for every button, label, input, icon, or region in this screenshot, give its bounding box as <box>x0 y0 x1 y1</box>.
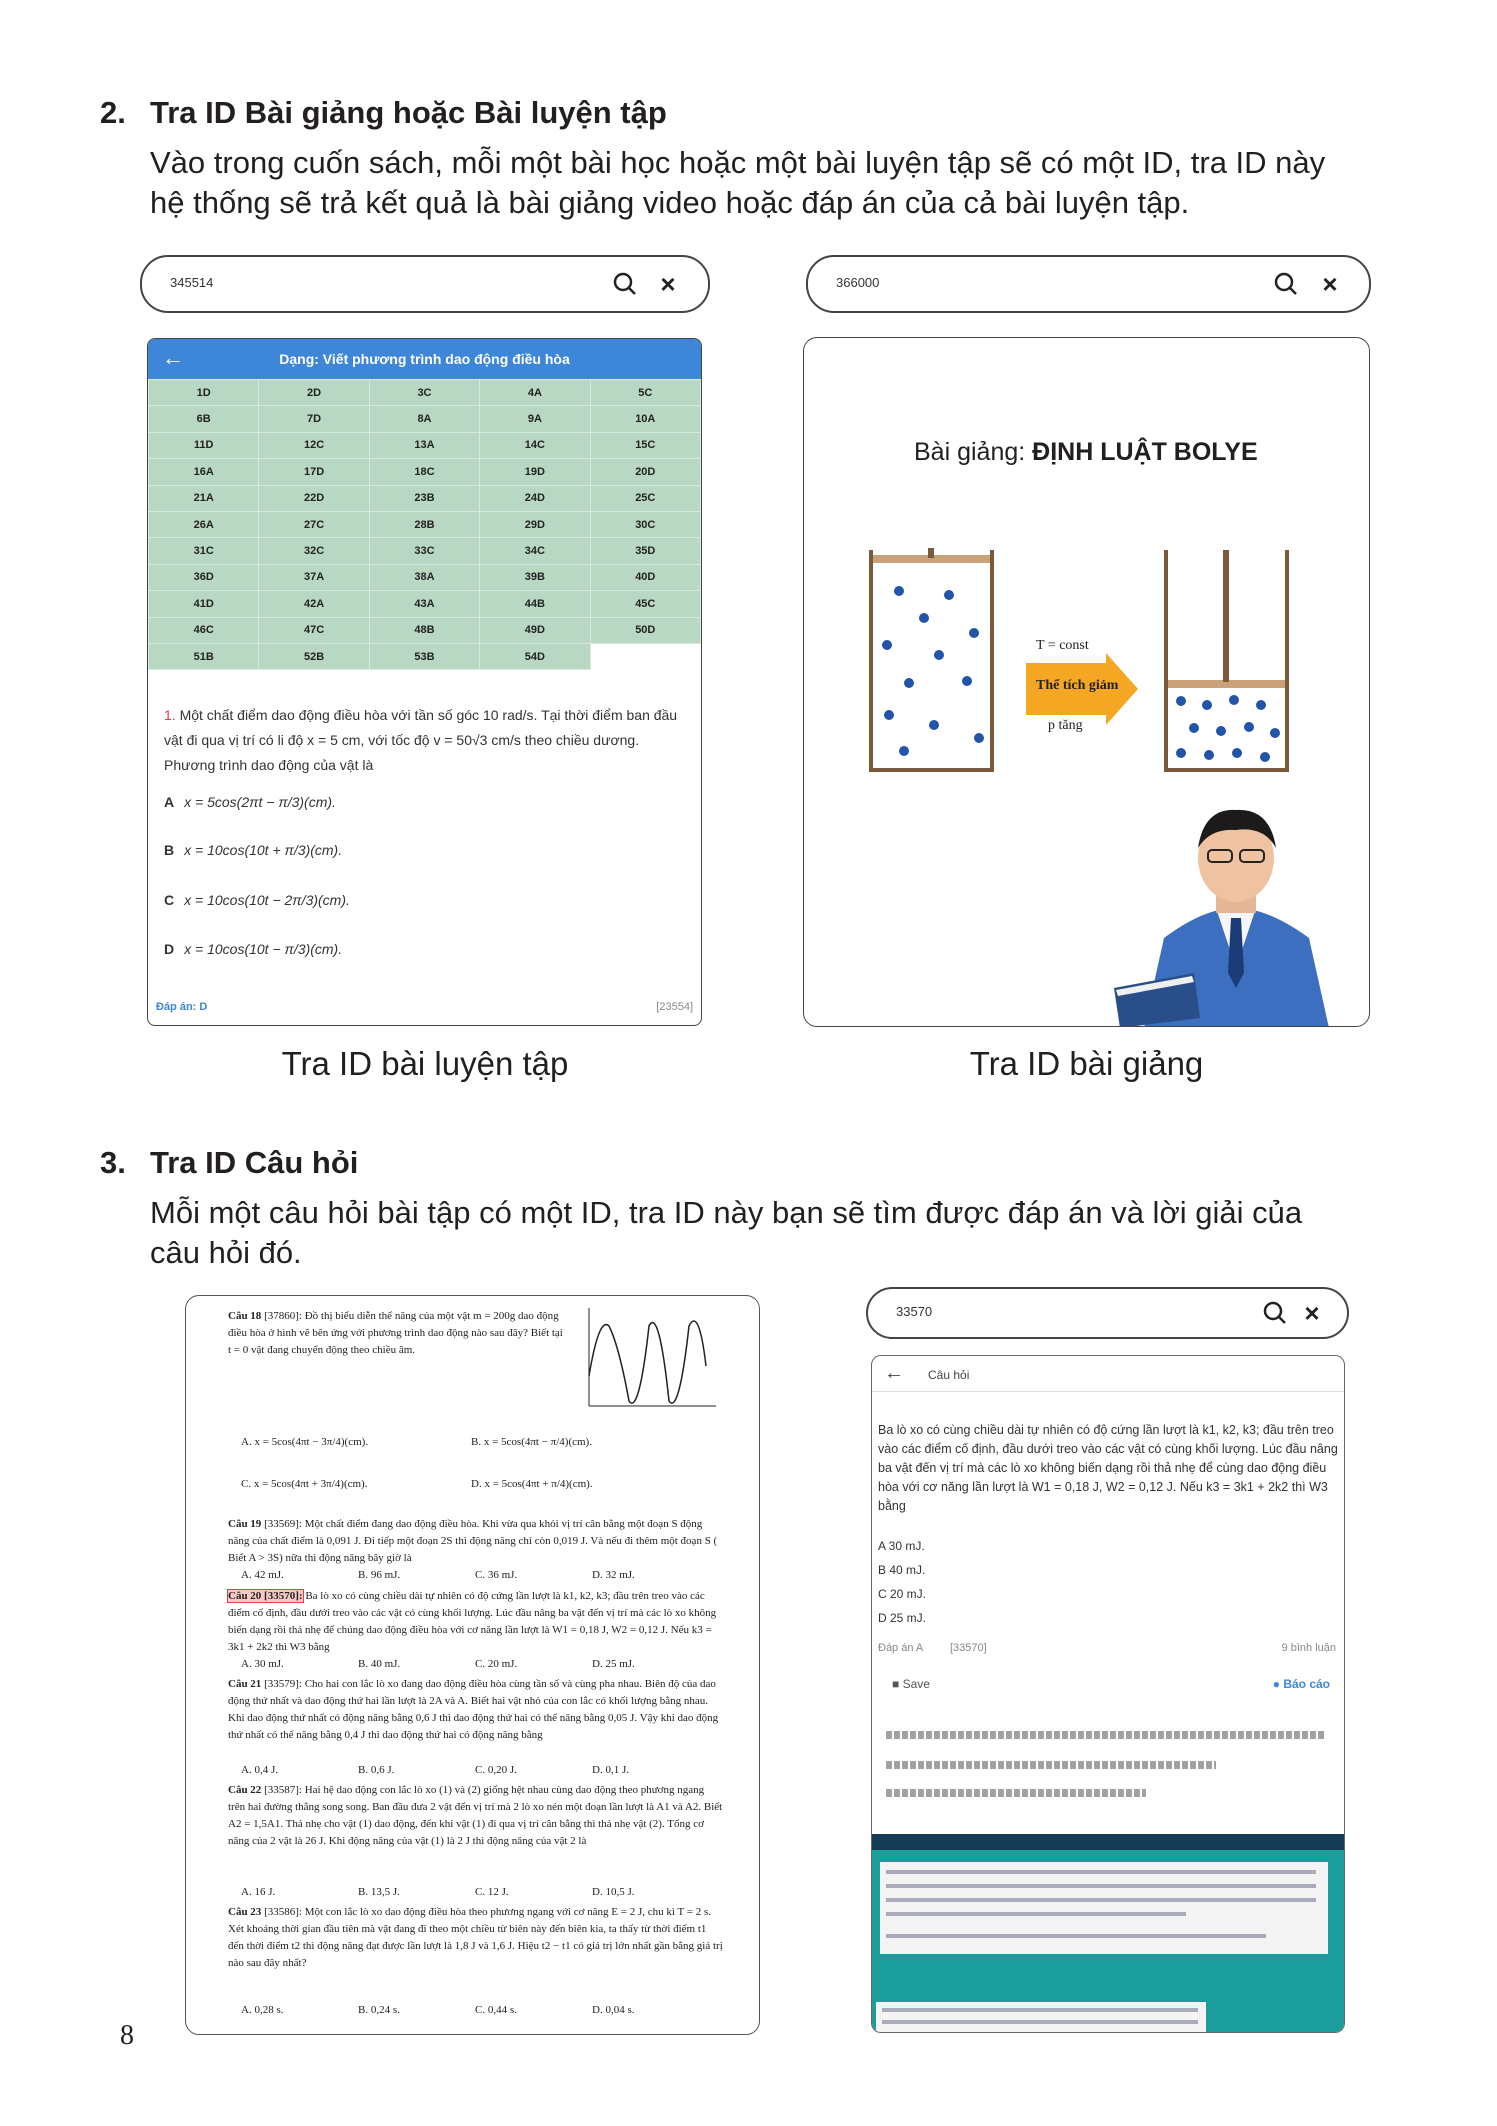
answer-cell: 42A <box>259 591 369 617</box>
answer-cell: 24D <box>480 485 590 511</box>
solution-line <box>886 1761 1216 1769</box>
lecture-result-panel <box>803 337 1370 1027</box>
q21-options: A. 0,4 J. B. 0,6 J. C. 0,20 J. D. 0,1 J. <box>241 1764 629 1776</box>
answer-cell: 22D <box>259 485 369 511</box>
energy-graph <box>581 1306 721 1416</box>
answer-cell: 3C <box>369 380 479 406</box>
answer-cell: 27C <box>259 511 369 537</box>
caption-lecture: Tra ID bài giảng <box>969 1045 1204 1082</box>
section-2-number: 2. <box>100 95 126 130</box>
answer-cell: 12C <box>259 432 369 458</box>
answer-row <box>149 538 701 564</box>
lecture-title-name: ĐỊNH LUẬT BOLYE <box>1032 438 1258 466</box>
answer-cell: 8A <box>369 406 479 432</box>
option-d[interactable]: D x = 10cos(10t − π/3)(cm). <box>164 941 343 957</box>
answer-cell: 50D <box>590 617 700 643</box>
bookmark-icon: ■ <box>892 1677 903 1691</box>
section-2-title: Tra ID Bài giảng hoặc Bài luyện tập <box>150 95 667 130</box>
answer-cell: 10A <box>590 406 700 432</box>
teacher-image <box>1104 808 1369 1027</box>
answer-cell: 47C <box>259 617 369 643</box>
answer-cell <box>590 643 700 669</box>
question-id: [33570] <box>950 1642 987 1654</box>
question-text: Ba lò xo có cùng chiều dài tự nhiên có độ cứng lần lượt là k1, k2, k3; đầu trên treo vào các điểm cố định, đầu dưới treo vào các vật có cùng khối lượng. Lúc đầu nâng ba vật đến vị trí mà các lò xo không biến dạng rồi thả nhẹ để cùng dao động điều hòa với cơ năng lần lượt là W1 = 0,18 J, W2 = 0,12 J. Nếu k3 = 3k1 + 2k2 thì W3 bằng <box>878 1423 1338 1513</box>
answer-cell: 7D <box>259 406 369 432</box>
search-icon[interactable] <box>1273 271 1299 297</box>
label-volume: Thể tích giảm <box>1036 678 1119 693</box>
answer-cell: 54D <box>480 643 590 669</box>
question-19: Câu 19 [33569]: Một chất điểm đang dao động điều hòa. Khi vừa qua khỏi vị trí cân bằng một đoạn S động năng của chất điểm là 0,091 J. Đi tiếp một đoạn 2S thì động năng chỉ còn 0,019 J. Và nếu đi thêm một đoạn S ( Biết A > 3S) nữa thì động năng bây giờ là <box>228 1518 718 1564</box>
search-icon[interactable] <box>1262 1300 1288 1326</box>
section-3-heading <box>100 1145 358 1181</box>
question-20: Câu 20 [33570]: Ba lò xo có cùng chiều dài tự nhiên có độ cứng lần lượt là k1, k2, k3; đầu trên treo vào các điểm cố định, đầu dưới treo vào các vật có cùng khối lượng. Lúc đầu nâng ba vật đến vị trí mà các lò xo không biến dạng rồi thả nhẹ để chúng dao động điều hòa với cơ năng lần lượt là W1 = 0,18 J, W2 = 0,12 J. Nếu k3 = 3k1 + 2k2 thì W3 bằng <box>228 1590 717 1653</box>
question-18: Câu 18 [37860]: Đồ thị biểu diễn thế năng của một vật m = 200g dao động điều hòa ở hình vẽ bên ứng với phương trình dao động nào sau đây? Biết tại t = 0 vật đang chuyển động theo chiều âm. <box>228 1310 563 1356</box>
answer-row <box>149 591 701 617</box>
q22-options: A. 16 J. B. 13,5 J. C. 12 J. D. 10,5 J. <box>241 1886 635 1898</box>
option-a[interactable]: A x = 5cos(2πt − π/3)(cm). <box>164 794 336 810</box>
practice-question <box>164 703 684 778</box>
answer-cell: 19D <box>480 459 590 485</box>
section-2-body-line-2: hệ thống sẽ trả kết quả là bài giảng video hoặc đáp án của cả bài luyện tập. <box>150 185 1190 220</box>
lecture-title <box>914 438 1258 467</box>
solution-line <box>886 1731 1326 1739</box>
answer-cell: 43A <box>369 591 479 617</box>
answer-cell: 26A <box>149 511 259 537</box>
answer-label: Đáp án A <box>878 1642 924 1654</box>
search-bar-lecture[interactable] <box>806 255 1371 313</box>
option-d[interactable]: D 25 mJ. <box>878 1611 927 1625</box>
close-icon[interactable]: × <box>1304 1298 1320 1328</box>
answer-cell: 51B <box>149 643 259 669</box>
search-icon[interactable] <box>612 271 638 297</box>
answer-cell: 52B <box>259 643 369 669</box>
q23-options: A. 0,28 s. B. 0,24 s. C. 0,44 s. D. 0,04 s. <box>241 2004 635 2016</box>
search-bar-lesson[interactable] <box>140 255 710 313</box>
search-input[interactable]: 345514 <box>170 275 214 290</box>
search-bar-question[interactable] <box>866 1287 1349 1339</box>
answer-label: Đáp án: D <box>156 1001 208 1013</box>
comments-count[interactable]: 9 bình luận <box>1281 1642 1336 1654</box>
section-3-body <box>150 1193 1410 1273</box>
section-3-number: 3. <box>100 1145 126 1180</box>
close-icon[interactable]: × <box>660 269 676 299</box>
section-2-body <box>150 143 1410 223</box>
answer-cell: 23B <box>369 485 479 511</box>
solution-line <box>886 1789 1146 1797</box>
info-icon: ● <box>1272 1677 1284 1691</box>
answer-cell: 28B <box>369 511 479 537</box>
q18-options-row-1: A. x = 5cos(4πt − 3π/4)(cm). B. x = 5cos(4πt − π/4)(cm). <box>241 1436 592 1448</box>
lecture-title-prefix: Bài giảng: <box>914 438 1033 466</box>
answer-cell: 14C <box>480 432 590 458</box>
option-c[interactable]: C 20 mJ. <box>878 1587 927 1601</box>
practice-title: Dạng: Viết phương trình dao động điều hòa <box>279 351 570 367</box>
page-number: 8 <box>120 2020 134 2051</box>
save-button[interactable]: ■ Save <box>892 1677 930 1691</box>
answer-cell: 37A <box>259 564 369 590</box>
question-21: Câu 21 [33579]: Cho hai con lắc lò xo đang dao động điều hòa cùng tần số và cùng pha nhau. Biên độ của dao động thứ nhất và dao động thứ hai lần lượt là 2A và A. Biết hai vật nhỏ của con lắc có khối lượng bằng nhau. Khi dao động thứ nhất có động năng bằng 0,6 J thì dao động thứ hai có thế năng bằng 0,05 J. Vậy khi dao động thứ nhất có thế năng bằng 0,4 J thì dao động thứ hai có động năng bằng <box>228 1678 719 1741</box>
answer-row <box>149 511 701 537</box>
label-pressure: p tăng <box>1048 718 1083 733</box>
answer-cell: 1D <box>149 380 259 406</box>
answer-row <box>149 380 701 406</box>
highlighted-question-id: Câu 20 [33570]: <box>228 1590 303 1602</box>
q18-options-row-2: C. x = 5cos(4πt + 3π/4)(cm). D. x = 5cos(4πt + π/4)(cm). <box>241 1478 593 1490</box>
answer-row <box>149 406 701 432</box>
answer-cell: 30C <box>590 511 700 537</box>
answer-cell: 49D <box>480 617 590 643</box>
answer-cell: 33C <box>369 538 479 564</box>
question-result-panel <box>871 1355 1345 2033</box>
question-text: Một chất điểm dao động điều hòa với tần số góc 10 rad/s. Tại thời điểm ban đầu vật đi qua vị trí có li độ x = 5 cm, với tốc độ v = 50√3 cm/s theo chiều dương. Phương trình dao động của vật là <box>164 707 678 773</box>
section-3-title: Tra ID Câu hỏi <box>150 1145 359 1180</box>
answer-cell: 34C <box>480 538 590 564</box>
answer-cell: 41D <box>149 591 259 617</box>
answer-cell: 11D <box>149 432 259 458</box>
video-slide-bottom <box>876 2002 1206 2032</box>
answer-cell: 31C <box>149 538 259 564</box>
video-toolbar[interactable] <box>872 1834 1345 1850</box>
section-2-heading <box>100 95 667 131</box>
answer-cell: 5C <box>590 380 700 406</box>
answer-cell: 16A <box>149 459 259 485</box>
back-arrow-icon[interactable]: ← <box>884 1362 904 1384</box>
answer-cell: 45C <box>590 591 700 617</box>
solution-video[interactable] <box>872 1834 1345 2033</box>
practice-id: [23554] <box>656 1001 693 1013</box>
practice-result-panel <box>147 338 702 1026</box>
answer-cell: 18C <box>369 459 479 485</box>
label-temperature: T = const <box>1036 638 1089 653</box>
q20-options: A. 30 mJ. B. 40 mJ. C. 20 mJ. D. 25 mJ. <box>241 1658 635 1670</box>
answer-row <box>149 485 701 511</box>
answer-cell: 39B <box>480 564 590 590</box>
answer-cell: 13A <box>369 432 479 458</box>
section-3-body-line-1: Mỗi một câu hỏi bài tập có một ID, tra ID này bạn sẽ tìm được đáp án và lời giải của <box>150 1195 1303 1230</box>
answer-cell: 17D <box>259 459 369 485</box>
answer-cell: 2D <box>259 380 369 406</box>
question-header-title: Câu hỏi <box>928 1368 970 1382</box>
video-slide <box>880 1862 1328 1954</box>
answer-row <box>149 643 701 669</box>
search-input[interactable]: 33570 <box>896 1304 933 1319</box>
answer-cell: 25C <box>590 485 700 511</box>
answer-cell: 48B <box>369 617 479 643</box>
option-a[interactable]: A 30 mJ. <box>878 1539 925 1553</box>
answer-cell: 35D <box>590 538 700 564</box>
option-b[interactable]: B x = 10cos(10t + π/3)(cm). <box>164 842 343 858</box>
answer-cell: 4A <box>480 380 590 406</box>
question-22: Câu 22 [33587]: Hai hệ dao động con lắc lò xo (1) và (2) giống hệt nhau cùng dao động theo phương ngang trên hai đường thẳng song song. Ban đầu đưa 2 vật đến vị trí mà 2 lò xo nén một đoạn lần lượt là A1 và A2. Biết A2 = 1,5A1. Thả nhẹ cho vật (1) dao động, đến khi vật (1) đi qua vị trí cân bằng thì thả nhẹ vật (2). Tổng cơ năng của 2 vật là 26 J. Khi động năng của vật (1) là 2 J thì động năng của vật 2 là <box>228 1784 723 1847</box>
answer-cell: 21A <box>149 485 259 511</box>
answer-cell: 44B <box>480 591 590 617</box>
option-c[interactable]: C x = 10cos(10t − 2π/3)(cm). <box>164 892 350 908</box>
section-3-body-line-2: câu hỏi đó. <box>150 1235 302 1270</box>
answer-cell: 38A <box>369 564 479 590</box>
question-document <box>185 1295 760 2035</box>
question-23: Câu 23 [33586]: Một con lắc lò xo dao động điều hòa theo phương ngang với cơ năng E = 2 J, chu kì T = 2 s. Xét khoảng thời gian đầu tiên mà vật đang đi theo một chiều từ biên này đến biên kia, ta thấy từ thời điểm t1 đến thời điểm t2 thì động năng đạt được lần lượt là 1,8 J và 1,6 J. Hiệu t2 − t1 có giá trị lớn nhất gần bằng giá trị nào sau đây nhất? <box>228 1906 723 1969</box>
practice-header <box>148 339 701 379</box>
answer-row <box>149 432 701 458</box>
answer-cell: 15C <box>590 432 700 458</box>
back-arrow-icon[interactable]: ← <box>162 345 184 370</box>
answer-cell: 40D <box>590 564 700 590</box>
question-number: 1. <box>164 707 176 723</box>
answer-cell: 6B <box>149 406 259 432</box>
answer-cell: 29D <box>480 511 590 537</box>
answer-cell: 46C <box>149 617 259 643</box>
answer-cell: 32C <box>259 538 369 564</box>
section-2-body-line-1: Vào trong cuốn sách, mỗi một bài học hoặc một bài luyện tập sẽ có một ID, tra ID này <box>150 145 1326 180</box>
question-header <box>872 1356 1344 1392</box>
answer-cell: 9A <box>480 406 590 432</box>
answer-row <box>149 564 701 590</box>
answer-cell: 53B <box>369 643 479 669</box>
close-icon[interactable]: × <box>1322 269 1338 299</box>
answer-cell: 20D <box>590 459 700 485</box>
option-b[interactable]: B 40 mJ. <box>878 1563 926 1577</box>
answer-row <box>149 459 701 485</box>
q19-options: A. 42 mJ. B. 96 mJ. C. 36 mJ. D. 32 mJ. <box>241 1569 635 1581</box>
search-input[interactable]: 366000 <box>836 275 880 290</box>
report-button[interactable]: ● Báo cáo <box>1272 1677 1330 1691</box>
answer-cell: 36D <box>149 564 259 590</box>
answer-row <box>149 617 701 643</box>
caption-practice: Tra ID bài luyện tập <box>281 1045 569 1082</box>
answer-grid <box>148 379 701 670</box>
